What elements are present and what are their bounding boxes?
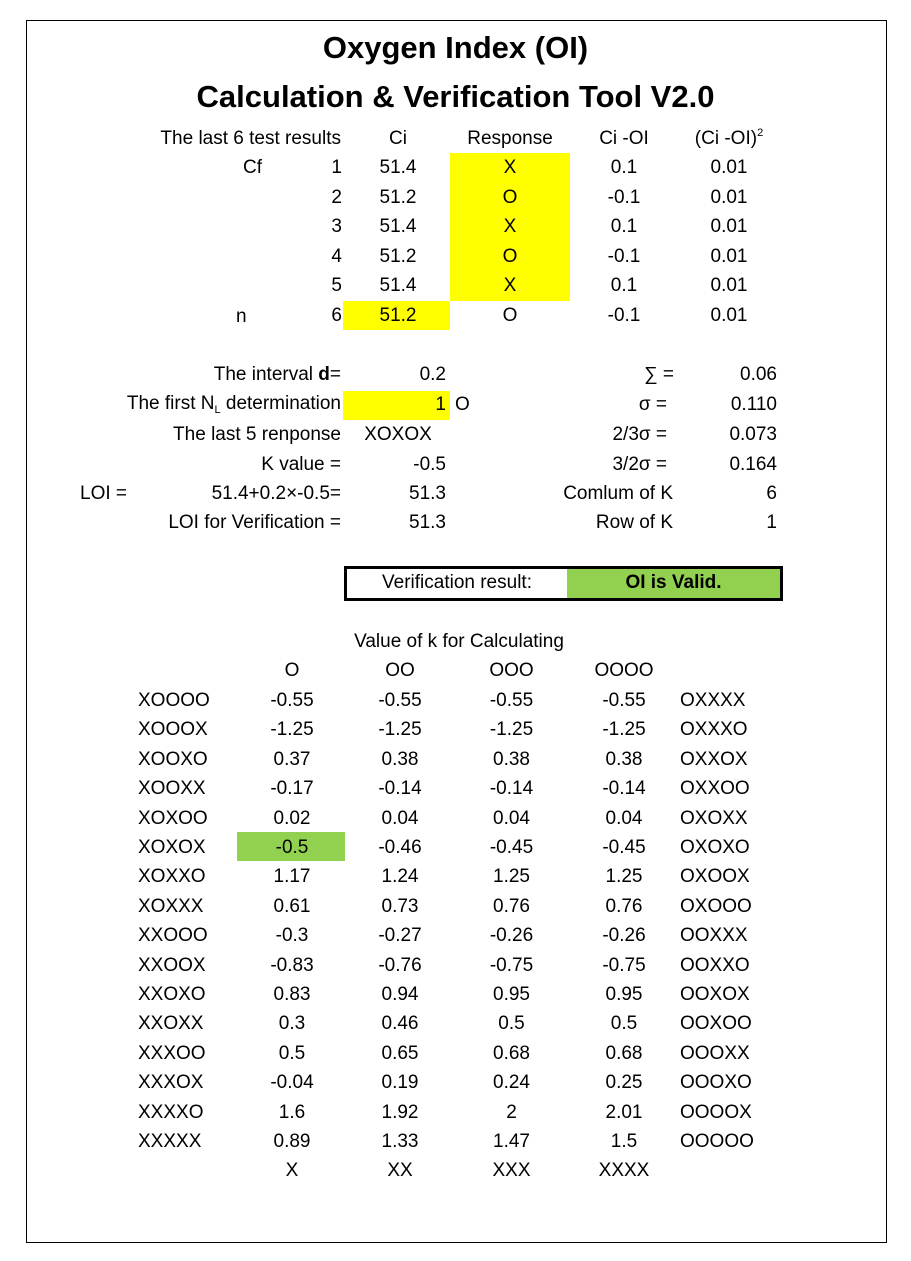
k-table-top-header: OOO (489, 660, 534, 681)
result-ci-oi: 0.1 (610, 216, 638, 238)
k-table-cell: 0.83 (273, 984, 311, 1005)
sigma-value: 0.110 (730, 394, 777, 415)
sum-value: 0.06 (740, 364, 777, 385)
k-table-cell: 1.6 (278, 1101, 306, 1123)
k-table-cell: 0.73 (381, 895, 419, 917)
k-table-cell: 0.68 (493, 1042, 530, 1064)
result-response: O (502, 245, 518, 267)
label-cf: Cf (243, 157, 262, 178)
last5-value: XOXOX (364, 424, 432, 445)
k-table-row-label-left: XOXXX (138, 895, 204, 917)
result-ci-oi-squared: 0.01 (710, 275, 748, 297)
k-table-bottom-header: X (285, 1160, 299, 1182)
result-response: X (503, 157, 517, 178)
interval-label: The interval d= (213, 364, 341, 385)
k-table-row-label-right: OXXXO (680, 719, 748, 741)
k-table-row-label-left: XXXXX (138, 1131, 202, 1152)
k-table-cell: -0.83 (270, 954, 314, 976)
header-ci: Ci (389, 128, 407, 149)
k-table-cell: 0.38 (605, 748, 643, 770)
k-table-cell: 0.61 (273, 895, 311, 917)
result-ci-oi: -0.1 (607, 305, 641, 326)
k-table-row-label-right: OXOXX (680, 807, 748, 829)
k-table-row-label-right: OXXXX (680, 690, 746, 711)
title-line-2: Calculation & Verification Tool V2.0 (196, 79, 715, 114)
loi-verification-value: 51.3 (409, 512, 446, 533)
result-ci: 51.4 (379, 275, 417, 297)
k-table-cell: -0.26 (602, 925, 646, 947)
result-ci: 51.2 (379, 305, 417, 326)
result-ci-oi-squared: 0.01 (710, 245, 748, 267)
result-response: X (503, 275, 517, 297)
label-n: n (236, 306, 247, 327)
k-table-cell: 0.19 (381, 1072, 419, 1094)
k-table-cell: 0.04 (493, 807, 530, 829)
k-table-cell: -0.76 (378, 954, 422, 976)
k-table-title: Value of k for Calculating (354, 631, 564, 652)
k-table-cell: 0.5 (278, 1042, 306, 1064)
k-table-row-label-right: OXXOX (680, 748, 748, 770)
k-table-cell: 0.38 (493, 748, 530, 770)
header-last-6: The last 6 test results (160, 128, 341, 149)
verification-result: OI is Valid. (625, 572, 722, 593)
result-ci-oi-squared: 0.01 (710, 305, 748, 326)
result-response: X (503, 216, 517, 238)
k-table-top-header: O (284, 660, 300, 681)
k-table-row-label-left: XOOXO (138, 748, 208, 770)
k-table-cell: 0.89 (273, 1131, 311, 1152)
k-table-row-label-right: OOXXX (680, 925, 748, 947)
k-table-cell: -0.14 (602, 778, 646, 800)
k-table-row-label-right: OOXOO (680, 1013, 752, 1035)
k-table-row-label-right: OOXOX (680, 984, 750, 1005)
k-table-cell: -0.45 (602, 837, 646, 858)
k-table-cell: -0.04 (270, 1072, 314, 1094)
k-table-cell: 1.47 (493, 1131, 530, 1152)
k-table-cell: 2 (506, 1101, 517, 1123)
result-ci: 51.2 (379, 245, 417, 267)
header-response: Response (467, 128, 553, 149)
sigma-label: σ = (638, 394, 667, 415)
two-thirds-sigma-value: 0.073 (729, 424, 777, 445)
k-table-row-label-left: XXXOO (138, 1042, 206, 1064)
k-table-cell: -0.55 (270, 690, 314, 711)
k-table-cell: -0.5 (275, 837, 309, 858)
first-nl-value[interactable]: 1 (435, 394, 446, 415)
k-table-cell: -1.25 (378, 719, 422, 741)
k-table-cell: -0.55 (489, 690, 534, 711)
result-ci-oi: 0.1 (610, 275, 638, 297)
k-value-label: K value = (261, 454, 341, 475)
k-table-row-label-left: XXOXX (138, 1013, 204, 1035)
result-ci-oi-squared: 0.01 (710, 216, 748, 238)
k-table-row-label-left: XOOXX (138, 778, 206, 800)
first-nl-label: The first $N_L$ determination (126, 393, 341, 416)
result-ci-oi: -0.1 (607, 245, 641, 267)
k-value: -0.5 (413, 454, 446, 475)
k-table-cell: 0.02 (273, 807, 311, 829)
k-table-cell: 1.25 (605, 866, 643, 888)
k-table-cell: -0.27 (378, 925, 422, 947)
k-table-cell: 1.25 (493, 866, 530, 888)
row-of-k-label: Row of K (595, 512, 673, 533)
k-table-row-label-right: OOXXO (680, 954, 750, 976)
row-of-k-value: 1 (766, 512, 777, 533)
two-thirds-sigma-label: 2/3σ = (612, 424, 667, 445)
sum-label: ∑ = (644, 364, 674, 385)
k-table-row-label-left: XXOOX (138, 954, 206, 976)
k-table-cell: -0.3 (275, 925, 309, 947)
k-table-cell: -0.45 (489, 837, 534, 858)
k-table-cell: 0.76 (493, 895, 530, 917)
k-table-row-label-right: OXOXO (680, 837, 750, 858)
last5-label: The last 5 renponse (173, 424, 341, 445)
first-nl-response: O (455, 394, 470, 415)
k-table-cell: 0.95 (605, 984, 643, 1005)
k-table-cell: -0.75 (489, 954, 534, 976)
k-table-cell: -0.14 (489, 778, 534, 800)
result-ci-oi-squared: 0.01 (710, 157, 748, 178)
verification-label: Verification result: (382, 572, 532, 593)
result-index: 2 (331, 186, 342, 208)
result-index: 4 (331, 245, 342, 267)
result-ci: 51.2 (379, 186, 417, 208)
k-table-cell: 1.5 (610, 1131, 638, 1152)
k-table-top-header: OOOO (594, 660, 654, 681)
k-table-cell: 0.65 (381, 1042, 419, 1064)
k-table-cell: -1.25 (270, 719, 314, 741)
result-ci-oi: -0.1 (607, 186, 641, 208)
k-table-row-label-left: XOXOX (138, 837, 206, 858)
column-of-k-value: 6 (766, 483, 777, 504)
result-ci: 51.4 (379, 216, 417, 238)
k-table-cell: -0.75 (602, 954, 646, 976)
k-table-cell: 0.5 (498, 1013, 525, 1035)
k-table-cell: 0.25 (605, 1072, 643, 1094)
k-table-bottom-header: XX (387, 1160, 413, 1182)
k-table-bottom-header: XXXX (598, 1160, 650, 1182)
loi-verification-label: LOI for Verification = (168, 512, 341, 533)
k-table-cell: 0.04 (605, 807, 643, 829)
k-table-cell: 1.92 (381, 1101, 419, 1123)
k-table-cell: -0.14 (378, 778, 422, 800)
loi-label: LOI = (80, 483, 127, 504)
k-table-cell: 0.38 (381, 748, 419, 770)
k-table-cell: 0.95 (493, 984, 530, 1005)
k-table-row-label-right: OOOXO (680, 1072, 752, 1094)
k-table-cell: 0.5 (610, 1013, 638, 1035)
interval-value: 0.2 (419, 364, 446, 385)
k-table-top-header: OO (385, 660, 415, 681)
title-line-1: Oxygen Index (OI) (322, 30, 589, 65)
k-table-row-label-right: OOOXX (680, 1042, 750, 1064)
k-table-cell: -0.55 (602, 690, 646, 711)
loi-formula: 51.4+0.2×-0.5= (211, 483, 341, 504)
k-table-row-label-right: OOOOX (680, 1101, 752, 1123)
result-ci-oi: 0.1 (610, 157, 638, 178)
k-table-cell: 1.33 (381, 1131, 419, 1152)
k-table-cell: -0.46 (378, 837, 422, 858)
k-table-cell: 0.3 (278, 1013, 306, 1035)
k-table-cell: -0.17 (270, 778, 314, 800)
k-table-row-label-left: XOOOX (138, 719, 208, 741)
k-table-cell: 0.94 (381, 984, 419, 1005)
k-table-cell: 1.17 (273, 866, 311, 888)
k-table-cell: 1.24 (381, 866, 419, 888)
k-table-cell: -0.55 (378, 690, 422, 711)
result-index: 1 (331, 157, 342, 178)
k-table-row-label-right: OXOOX (680, 866, 750, 888)
k-table-row-label-left: XOOOO (138, 690, 210, 711)
result-ci-oi-squared: 0.01 (710, 186, 748, 208)
k-table-cell: 2.01 (605, 1101, 643, 1123)
result-response: O (502, 305, 518, 326)
k-table-cell: 0.76 (605, 895, 643, 917)
k-table-cell: 0.04 (381, 807, 419, 829)
result-index: 6 (331, 305, 342, 326)
k-table-row-label-right: OXXOO (680, 778, 750, 800)
header-ci-oi: Ci -OI (599, 128, 649, 149)
k-table-row-label-left: XXOOO (138, 925, 208, 947)
k-table-cell: -1.25 (602, 719, 646, 741)
k-table-cell: 0.37 (273, 748, 311, 770)
k-table-row-label-left: XOXOO (138, 807, 208, 829)
k-table-cell: 0.24 (493, 1072, 530, 1094)
three-halves-sigma-label: 3/2σ = (612, 454, 667, 475)
k-table-cell: -1.25 (489, 719, 534, 741)
k-table-row-label-left: XOXXO (138, 866, 206, 888)
k-table-bottom-header: XXX (492, 1160, 531, 1182)
loi-value: 51.3 (409, 483, 446, 504)
header-ci-oi-squared: (Ci -OI)$^2$ (694, 127, 764, 149)
result-index: 3 (331, 216, 342, 238)
column-of-k-label: Comlum of K (563, 483, 673, 504)
result-ci: 51.4 (379, 157, 417, 178)
k-table-row-label-right: OOOOO (680, 1131, 754, 1152)
k-table-row-label-left: XXXXO (138, 1101, 204, 1123)
k-table-row-label-right: OXOOO (680, 895, 752, 917)
k-table-row-label-left: XXXOX (138, 1072, 204, 1094)
k-table-cell: -0.26 (489, 925, 534, 947)
result-response: O (502, 186, 518, 208)
k-table-cell: 0.46 (381, 1013, 419, 1035)
result-index: 5 (331, 275, 342, 297)
three-halves-sigma-value: 0.164 (729, 454, 777, 475)
k-table-row-label-left: XXOXO (138, 984, 206, 1005)
k-table-cell: 0.68 (605, 1042, 643, 1064)
